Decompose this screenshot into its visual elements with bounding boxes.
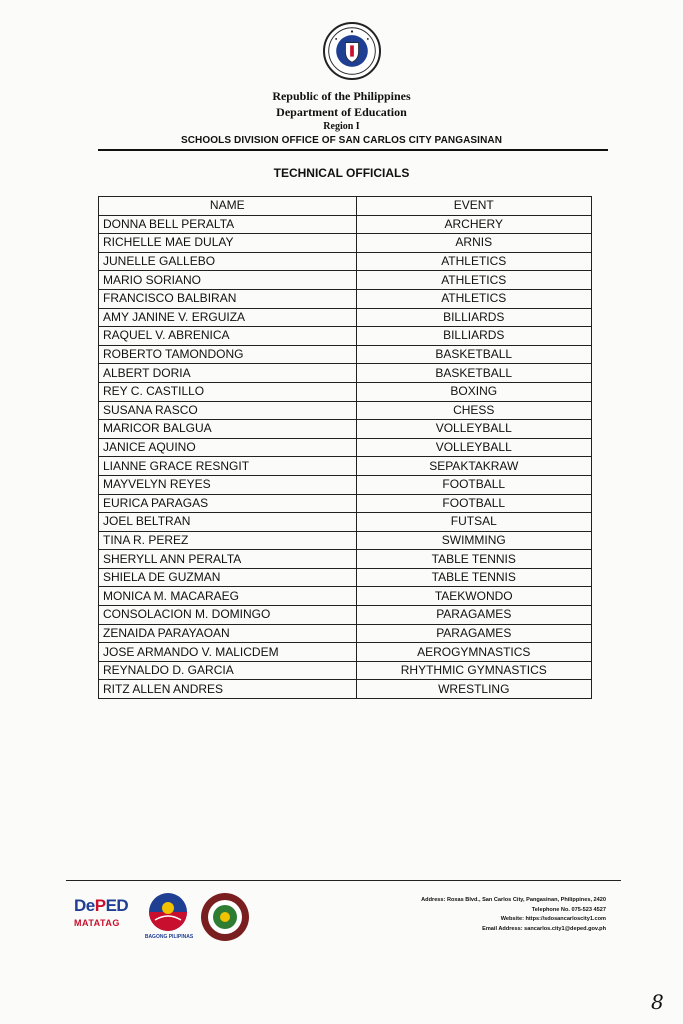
event-cell: PARAGAMES xyxy=(356,624,591,643)
official-name-cell: ZENAIDA PARAYAOAN xyxy=(99,624,357,643)
table-row xyxy=(99,494,592,513)
event-cell: FUTSAL xyxy=(356,513,591,532)
table-row xyxy=(99,661,592,680)
event-cell: TAEKWONDO xyxy=(356,587,591,606)
table-row xyxy=(99,345,592,364)
deped-seal-logo xyxy=(323,22,381,80)
event-cell: BASKETBALL xyxy=(356,345,591,364)
header-divider xyxy=(98,149,608,151)
event-cell: BOXING xyxy=(356,382,591,401)
contact-info xyxy=(421,896,606,934)
table-row xyxy=(99,215,592,234)
footer-divider xyxy=(66,880,621,881)
event-cell: VOLLEYBALL xyxy=(356,420,591,439)
table-row xyxy=(99,289,592,308)
official-name-cell: RITZ ALLEN ANDRES xyxy=(99,680,357,699)
official-name-cell: MAYVELYN REYES xyxy=(99,475,357,494)
official-name-cell: REY C. CASTILLO xyxy=(99,382,357,401)
event-cell: BILLIARDS xyxy=(356,327,591,346)
table-row xyxy=(99,475,592,494)
official-name-cell: REYNALDO D. GARCIA xyxy=(99,661,357,680)
table-row xyxy=(99,531,592,550)
official-name-cell: FRANCISCO BALBIRAN xyxy=(99,289,357,308)
table-row xyxy=(99,587,592,606)
official-name-cell: SHIELA DE GUZMAN xyxy=(99,568,357,587)
official-name-cell: MARIO SORIANO xyxy=(99,271,357,290)
official-name-cell: JOSE ARMANDO V. MALICDEM xyxy=(99,643,357,662)
event-cell: ARNIS xyxy=(356,234,591,253)
event-cell: ATHLETICS xyxy=(356,252,591,271)
event-cell: PARAGAMES xyxy=(356,606,591,625)
event-cell: ARCHERY xyxy=(356,215,591,234)
division-office-line: SCHOOLS DIVISION OFFICE OF SAN CARLOS CITY PANGASINAN xyxy=(180,135,503,146)
department-line: Department of Education xyxy=(276,105,407,119)
column-header-event: EVENT xyxy=(356,197,591,216)
document-title: TECHNICAL OFFICIALS xyxy=(273,166,410,180)
official-name-cell: LIANNE GRACE RESNGIT xyxy=(99,457,357,476)
official-name-cell: JUNELLE GALLEBO xyxy=(99,252,357,271)
table-row xyxy=(99,252,592,271)
table-row xyxy=(99,308,592,327)
page-number: 8 xyxy=(651,990,664,1014)
event-cell: BASKETBALL xyxy=(356,364,591,383)
official-name-cell: SHERYLL ANN PERALTA xyxy=(99,550,357,569)
official-name-cell: TINA R. PEREZ xyxy=(99,531,357,550)
bagong-pilipinas-logo: BAGONG PILIPINAS xyxy=(145,890,191,944)
table-row xyxy=(99,234,592,253)
official-name-cell: JANICE AQUINO xyxy=(99,438,357,457)
official-name-cell: MARICOR BALGUA xyxy=(99,420,357,439)
table-row xyxy=(99,364,592,383)
official-name-cell: MONICA M. MACARAEG xyxy=(99,587,357,606)
event-cell: ATHLETICS xyxy=(356,271,591,290)
table-row xyxy=(99,680,592,699)
event-cell: ATHLETICS xyxy=(356,289,591,308)
official-name-cell: SUSANA RASCO xyxy=(99,401,357,420)
table-row xyxy=(99,327,592,346)
table-row xyxy=(99,568,592,587)
event-cell: FOOTBALL xyxy=(356,475,591,494)
table-row xyxy=(99,643,592,662)
official-name-cell: CONSOLACION M. DOMINGO xyxy=(99,606,357,625)
table-row xyxy=(99,550,592,569)
official-name-cell: ROBERTO TAMONDONG xyxy=(99,345,357,364)
event-cell: AEROGYMNASTICS xyxy=(356,643,591,662)
official-name-cell: RAQUEL V. ABRENICA xyxy=(99,327,357,346)
event-cell: CHESS xyxy=(356,401,591,420)
telephone-text: Telephone No. 075-523 4527 xyxy=(531,906,606,913)
republic-line: Republic of the Philippines xyxy=(272,89,411,103)
table-row xyxy=(99,401,592,420)
sdo-san-carlos-seal xyxy=(200,892,250,942)
website-text: Website: https://sdosancarloscity1.com xyxy=(500,916,606,922)
event-cell: RHYTHMIC GYMNASTICS xyxy=(356,661,591,680)
table-header-row xyxy=(99,197,592,216)
event-cell: SEPAKTAKRAW xyxy=(356,457,591,476)
table-row xyxy=(99,624,592,643)
region-line: Region I xyxy=(323,121,360,132)
event-cell: VOLLEYBALL xyxy=(356,438,591,457)
email-text: Email Address: sancarlos.city1@deped.gov.ph xyxy=(482,925,606,932)
table-row xyxy=(99,513,592,532)
event-cell: TABLE TENNIS xyxy=(356,568,591,587)
table-row xyxy=(99,457,592,476)
table-row xyxy=(99,420,592,439)
address-text: Address: Roxas Blvd., San Carlos City, Pangasinan, Philippines, 2420 xyxy=(421,897,606,903)
official-name-cell: ALBERT DORIA xyxy=(99,364,357,383)
event-cell: TABLE TENNIS xyxy=(356,550,591,569)
event-cell: SWIMMING xyxy=(356,531,591,550)
event-cell: WRESTLING xyxy=(356,680,591,699)
table-row xyxy=(99,438,592,457)
official-name-cell: JOEL BELTRAN xyxy=(99,513,357,532)
official-name-cell: DONNA BELL PERALTA xyxy=(99,215,357,234)
official-name-cell: EURICA PARAGAS xyxy=(99,494,357,513)
event-cell: BILLIARDS xyxy=(356,308,591,327)
table-row xyxy=(99,382,592,401)
technical-officials-table xyxy=(98,196,592,699)
event-cell: FOOTBALL xyxy=(356,494,591,513)
official-name-cell: AMY JANINE V. ERGUIZA xyxy=(99,308,357,327)
table-row xyxy=(99,271,592,290)
table-row xyxy=(99,606,592,625)
deped-matatag-logo: DePED MATATAG xyxy=(74,896,129,928)
official-name-cell: RICHELLE MAE DULAY xyxy=(99,234,357,253)
column-header-name: NAME xyxy=(99,197,357,216)
